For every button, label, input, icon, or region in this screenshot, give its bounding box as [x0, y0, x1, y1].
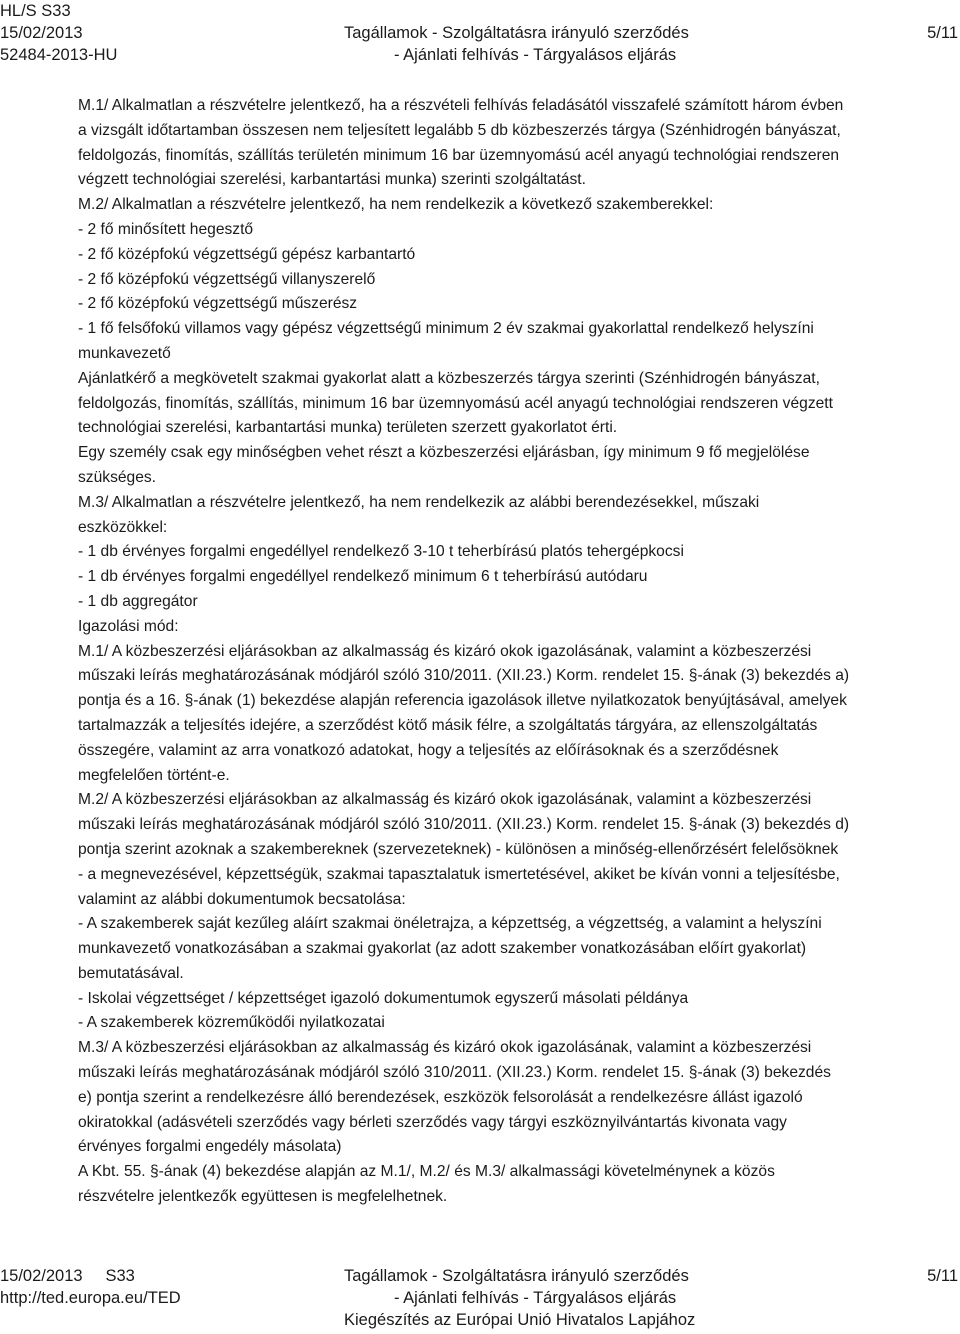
- header-notice-number: 52484-2013-HU: [0, 46, 118, 64]
- paragraph-m3-proof: M.3/ A közbeszerzési eljárásokban az alkalmasság és kizáró okok igazolásának, valamint a közbeszerzési műszaki leírás meghatározásának módjáról szóló 310/2011. (XII.23.) Korm. rendelet 15. §-ának (3) bekezdés e) pontja szerint a rendelkezésre álló berendezések, eszközök felsorolását a rendelkezésre állást igazoló okiratokkal (adásvételi szerződés vagy bérleti szerződés vagy tárgyi eszköznyilvántartás kivonata vagy érvényes forgalmi engedély másolata): [78, 1039, 831, 1156]
- paragraph-m2-proof: M.2/ A közbeszerzési eljárásokban az alkalmasság és kizáró okok igazolásának, valamint a közbeszerzési műszaki leírás meghatározásának módjáról szóló 310/2011. (XII.23.) Korm. rendelet 15. §-ának (3) bekezdés d) pontja szerint azoknak a szakembereknek (szervezeteknek) - különösen a minőség-ellenőrzésért felelősöknek - a megnevezésével, képzettségük, szakmai tapasztalatuk ismertetésével, akiket be kíván vonni a teljesítésbe, valamint az alábbi dokumentumok becsatolása:: [78, 791, 850, 908]
- footer-center: [344, 1265, 695, 1331]
- list-item: - 2 fő középfokú végzettségű gépész karbantartó: [78, 245, 416, 263]
- header-center: [344, 22, 744, 66]
- footer-left: [0, 1265, 181, 1309]
- document-body: [78, 94, 956, 1210]
- paragraph-joint-fulfilment: A Kbt. 55. §-ának (4) bekezdése alapján az M.1/, M.2/ és M.3/ alkalmassági követelménynek a közös részvételre jelentkezők együttesen is megfelelhetnek.: [78, 1163, 775, 1206]
- header-date: 15/02/2013: [0, 24, 83, 42]
- paragraph-m1-requirement: M.1/ Alkalmatlan a részvételre jelentkező, ha a részvételi felhívás feladásától visszafelé számított három évben a vizsgált időtartamban összesen nem teljesített legalább 5 db közbeszerzés tárgya (Szénhidrogén bányászat, feldolgozás, finomítás, szállítás területén minimum 16 bar üzemnyomású acél anyagú technológiai rendszeren végzett technológiai szerelési, karbantartási munka) szerinti szolgáltatást.: [78, 97, 844, 189]
- footer-page-number: 5/11: [927, 1267, 958, 1285]
- footer-url: http://ted.europa.eu/TED: [0, 1289, 181, 1307]
- header-document-code: HL/S S33: [0, 2, 71, 20]
- section-heading-proof: Igazolási mód:: [78, 617, 179, 635]
- header-left: [0, 0, 117, 66]
- footer-title: Tagállamok - Szolgáltatásra irányuló szerződés: [344, 1267, 689, 1285]
- list-item: - 1 db aggregátor: [78, 592, 198, 610]
- header-subtitle: - Ajánlati felhívás - Tárgyalásos eljárás: [394, 46, 677, 64]
- paragraph-single-role: Egy személy csak egy minőségben vehet részt a közbeszerzési eljárásban, így minimum 9 fő megjelölése szükséges.: [78, 444, 810, 486]
- paragraph-m3-requirement: M.3/ Alkalmatlan a részvételre jelentkező, ha nem rendelkezik az alábbi berendezésekkel, műszaki eszközökkel:: [78, 493, 760, 536]
- header-title: Tagállamok - Szolgáltatásra irányuló szerződés: [344, 24, 689, 42]
- list-item: - 1 fő felsőfokú villamos vagy gépész végzettségű minimum 2 év szakmai gyakorlattal rendelkező helyszíni munkavezető: [78, 320, 814, 362]
- header-page-number: 5/11: [927, 24, 958, 42]
- paragraph-m2-requirement: M.2/ Alkalmatlan a részvételre jelentkező, ha nem rendelkezik a következő szakemberekkel:: [78, 196, 714, 214]
- paragraph-m1-proof: M.1/ A közbeszerzési eljárásokban az alkalmasság és kizáró okok igazolásának, valamint a közbeszerzési műszaki leírás meghatározásának módjáról szóló 310/2011. (XII.23.) Korm. rendelet 15. §-ának (3) bekezdés a) pontja és a 16. §-ának (1) bekezdése alapján referencia igazolások illetve nyilatkozatok benyújtásával, amelyek tartalmazzák a teljesítés idejére, a szerződést kötő másik félre, a szolgáltatás tárgyára, az ellenszolgáltatás összegére, valamint az arra vonatkozó adatokat, hogy a teljesítés az előírásoknak és a szerződésnek megfelelően történt-e.: [78, 642, 850, 784]
- list-item: - 1 db érvényes forgalmi engedéllyel rendelkező minimum 6 t teherbírású autódaru: [78, 568, 648, 586]
- footer-supplement: Kiegészítés az Európai Unió Hivatalos Lapjához: [344, 1311, 696, 1329]
- paragraph-experience-definition: Ajánlatkérő a megkövetelt szakmai gyakorlat alatt a közbeszerzés tárgya szerinti (Szénhidrogén bányászat, feldolgozás, finomítás, szállítás, minimum 16 bar üzemnyomású acél anyagú technológiai rendszeren végzett technológiai szerelési, karbantartási munka) területen szerzett gyakorlatot érti.: [78, 369, 833, 437]
- footer-right: [927, 1265, 958, 1287]
- list-item: - 1 db érvényes forgalmi engedéllyel rendelkező 3-10 t teherbírású platós tehergépkocsi: [78, 543, 684, 561]
- list-item: - Iskolai végzettséget / képzettséget igazoló dokumentumok egyszerű másolati példánya: [78, 989, 689, 1007]
- footer-date-code: 15/02/2013 S33: [0, 1267, 135, 1285]
- list-item: - A szakemberek közreműködői nyilatkozatai: [78, 1014, 385, 1032]
- list-item: - 2 fő minősített hegesztő: [78, 220, 254, 238]
- list-item: - A szakemberek saját kezűleg aláírt szakmai önéletrajza, a képzettség, a végzettség, a valamint a helyszíni munkavezető vonatkozásában a szakmai gyakorlat (az adott szakember vonatkozásában előírt gyakorlat) bemutatásával.: [78, 915, 822, 982]
- footer-subtitle: - Ajánlati felhívás - Tárgyalásos eljárás: [394, 1289, 677, 1307]
- list-item: - 2 fő középfokú végzettségű villanyszerelő: [78, 270, 376, 288]
- list-item: - 2 fő középfokú végzettségű műszerész: [78, 295, 358, 313]
- header-right: [927, 22, 958, 44]
